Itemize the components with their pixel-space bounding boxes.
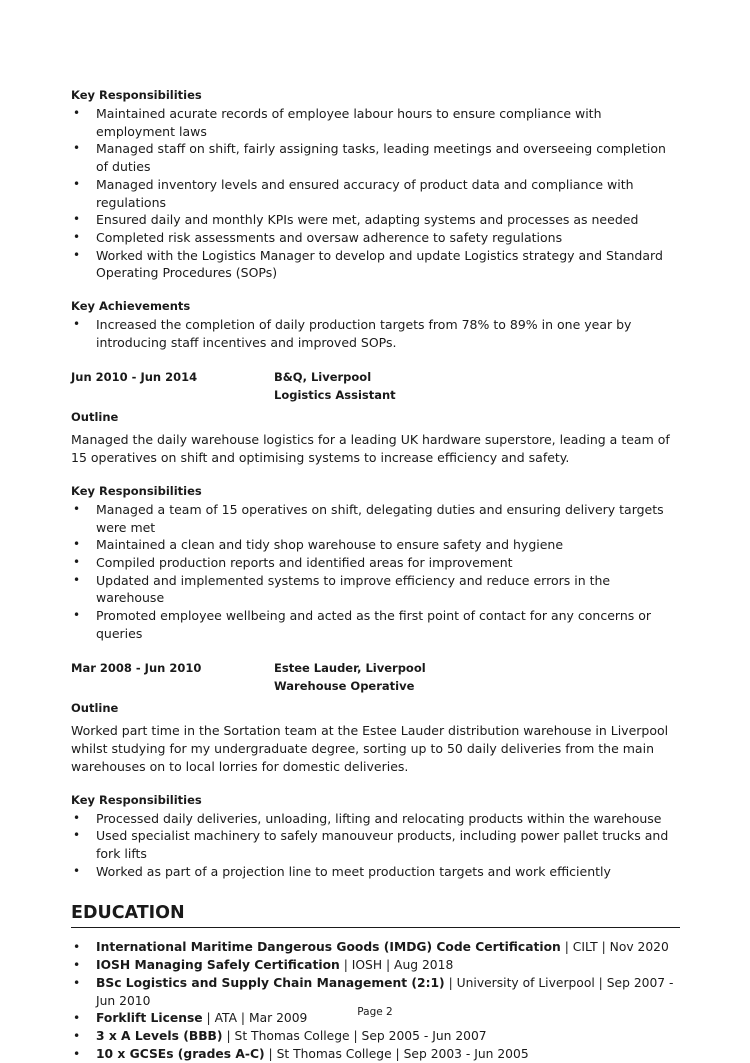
education-list — [71, 939, 680, 1063]
qualification-name: BSc Logistics and Supply Chain Management (2:1) — [96, 975, 445, 990]
list-item: • Worked with the Logistics Manager to develop and update Logistics strategy and Standard Operating Procedures (SOPs) — [73, 247, 663, 281]
job-3-company: Estee Lauder, Liverpool — [274, 661, 426, 676]
job-2-role: Logistics Assistant — [274, 387, 396, 402]
list-item: • Managed inventory levels and ensured accuracy of product data and compliance with regulations — [73, 176, 634, 210]
key-responsibilities-heading: Key Responsibilities — [71, 483, 202, 498]
bullet-icon: • — [73, 106, 81, 120]
bullet-icon: • — [73, 212, 81, 227]
page-number: Page 2 — [357, 1006, 393, 1018]
qualification-details: | IOSH | Aug 2018 — [339, 958, 454, 973]
qualification-details: | University of Liverpool | Sep 2007 - Jun 2010 — [96, 975, 674, 1008]
job-2-outline: Managed the daily warehouse logistics for a leading UK hardware superstore, leading a team of 15 operatives on shift and optimising systems to increase efficiency and safety. — [71, 432, 670, 466]
list-item: • Managed a team of 15 operatives on shift, delegating duties and ensuring delivery targets were met — [73, 501, 664, 535]
bullet-icon: • — [73, 863, 81, 878]
bullet-icon: • — [73, 1028, 81, 1043]
list-item: • Ensured daily and monthly KPIs were met, adapting systems and processes as needed — [73, 212, 639, 228]
education-heading: EDUCATION — [71, 902, 680, 928]
qualification-details: | CILT | Nov 2020 — [560, 940, 669, 955]
list-item: • Updated and implemented systems to improve efficiency and reduce errors in the warehouse — [73, 572, 611, 606]
bullet-icon: • — [73, 828, 81, 843]
job-1-achievements — [71, 316, 680, 351]
bullet-icon: • — [73, 810, 81, 825]
key-achievements-heading: Key Achievements — [71, 299, 191, 314]
bullet-icon: • — [73, 176, 81, 191]
qualification-name: International Maritime Dangerous Goods (IMDG) Code Certification — [96, 940, 561, 955]
bullet-icon: • — [73, 975, 81, 990]
bullet-icon: • — [73, 608, 81, 623]
list-item: • Used specialist machinery to safely manouveur products, including power pallet trucks and fork lifts — [73, 828, 669, 861]
job-2-section — [71, 369, 680, 642]
bullet-icon: • — [73, 229, 81, 244]
job-2-dates: Jun 2010 - Jun 2014 — [71, 370, 198, 385]
job-1-responsibilities — [71, 105, 680, 282]
job-3-outline: Worked part time in the Sortation team at the Estee Lauder distribution warehouse in Liverpool whilst studying for my undergraduate degree, sorting up to 50 daily deliveries from the main warehouses on to local lorries for domestic deliveries. — [71, 723, 669, 774]
list-item: • Maintained a clean and tidy shop warehouse to ensure safety and hygiene — [73, 537, 564, 553]
bullet-icon: • — [73, 537, 81, 552]
job-3-role: Warehouse Operative — [274, 678, 415, 693]
list-item: • Completed risk assessments and oversaw adherence to safety regulations — [73, 229, 563, 245]
list-item — [71, 957, 680, 975]
qualification-name: IOSH Managing Safely Certification — [96, 958, 340, 973]
outline-heading: Outline — [71, 410, 119, 425]
job-3-dates: Mar 2008 - Jun 2010 — [71, 661, 202, 676]
qualification-details: | St Thomas College | Sep 2003 - Jun 2005 — [264, 1046, 529, 1061]
qualification-details: | St Thomas College | Sep 2005 - Jun 2007 — [222, 1028, 487, 1043]
key-responsibilities-heading: Key Responsibilities — [71, 88, 202, 102]
resume-page-2 — [71, 87, 680, 1063]
education-section — [71, 902, 680, 1063]
bullet-icon: • — [73, 554, 81, 569]
bullet-icon: • — [73, 572, 81, 587]
key-responsibilities-heading: Key Responsibilities — [71, 792, 202, 807]
bullet-icon: • — [73, 940, 81, 955]
bullet-icon: • — [73, 141, 81, 156]
bullet-icon: • — [73, 247, 81, 262]
job-3-header — [71, 660, 680, 695]
qualification-name: 3 x A Levels (BBB) — [96, 1028, 223, 1043]
bullet-icon: • — [73, 958, 81, 973]
list-item: • Compiled production reports and identified areas for improvement — [73, 554, 513, 570]
list-item: • Increased the completion of daily production targets from 78% to 89% in one year by introducing staff incentives and improved SOPs. — [73, 317, 632, 350]
outline-heading: Outline — [71, 701, 119, 716]
job-2-responsibilities — [71, 501, 680, 643]
job-2-company: B&Q, Liverpool — [274, 370, 372, 385]
list-item — [71, 1046, 680, 1063]
list-item: • Worked as part of a projection line to meet production targets and work efficiently — [73, 863, 611, 879]
bullet-icon: • — [73, 317, 81, 332]
bullet-icon: • — [73, 1046, 81, 1061]
bullet-icon: • — [73, 1011, 81, 1026]
list-item: • Promoted employee wellbeing and acted as the first point of contact for any concerns or queries — [73, 608, 652, 641]
job-1-section — [71, 87, 680, 351]
list-item: • Managed staff on shift, fairly assigning tasks, leading meetings and overseeing completion of duties — [73, 141, 666, 175]
job-2-header — [71, 369, 680, 404]
list-item: • Processed daily deliveries, unloading, lifting and relocating products within the warehouse — [73, 810, 662, 826]
list-item — [71, 939, 680, 957]
qualification-name: Forklift License — [96, 1011, 203, 1026]
list-item: • Maintained acurate records of employee labour hours to ensure compliance with employment laws — [73, 106, 602, 139]
qualification-name: 10 x GCSEs (grades A-C) — [96, 1046, 265, 1061]
bullet-icon: • — [73, 501, 81, 516]
list-item — [71, 1028, 680, 1046]
list-item — [71, 975, 680, 1010]
qualification-details: | ATA | Mar 2009 — [202, 1011, 308, 1026]
job-3-responsibilities — [71, 810, 680, 881]
job-3-section — [71, 660, 680, 880]
